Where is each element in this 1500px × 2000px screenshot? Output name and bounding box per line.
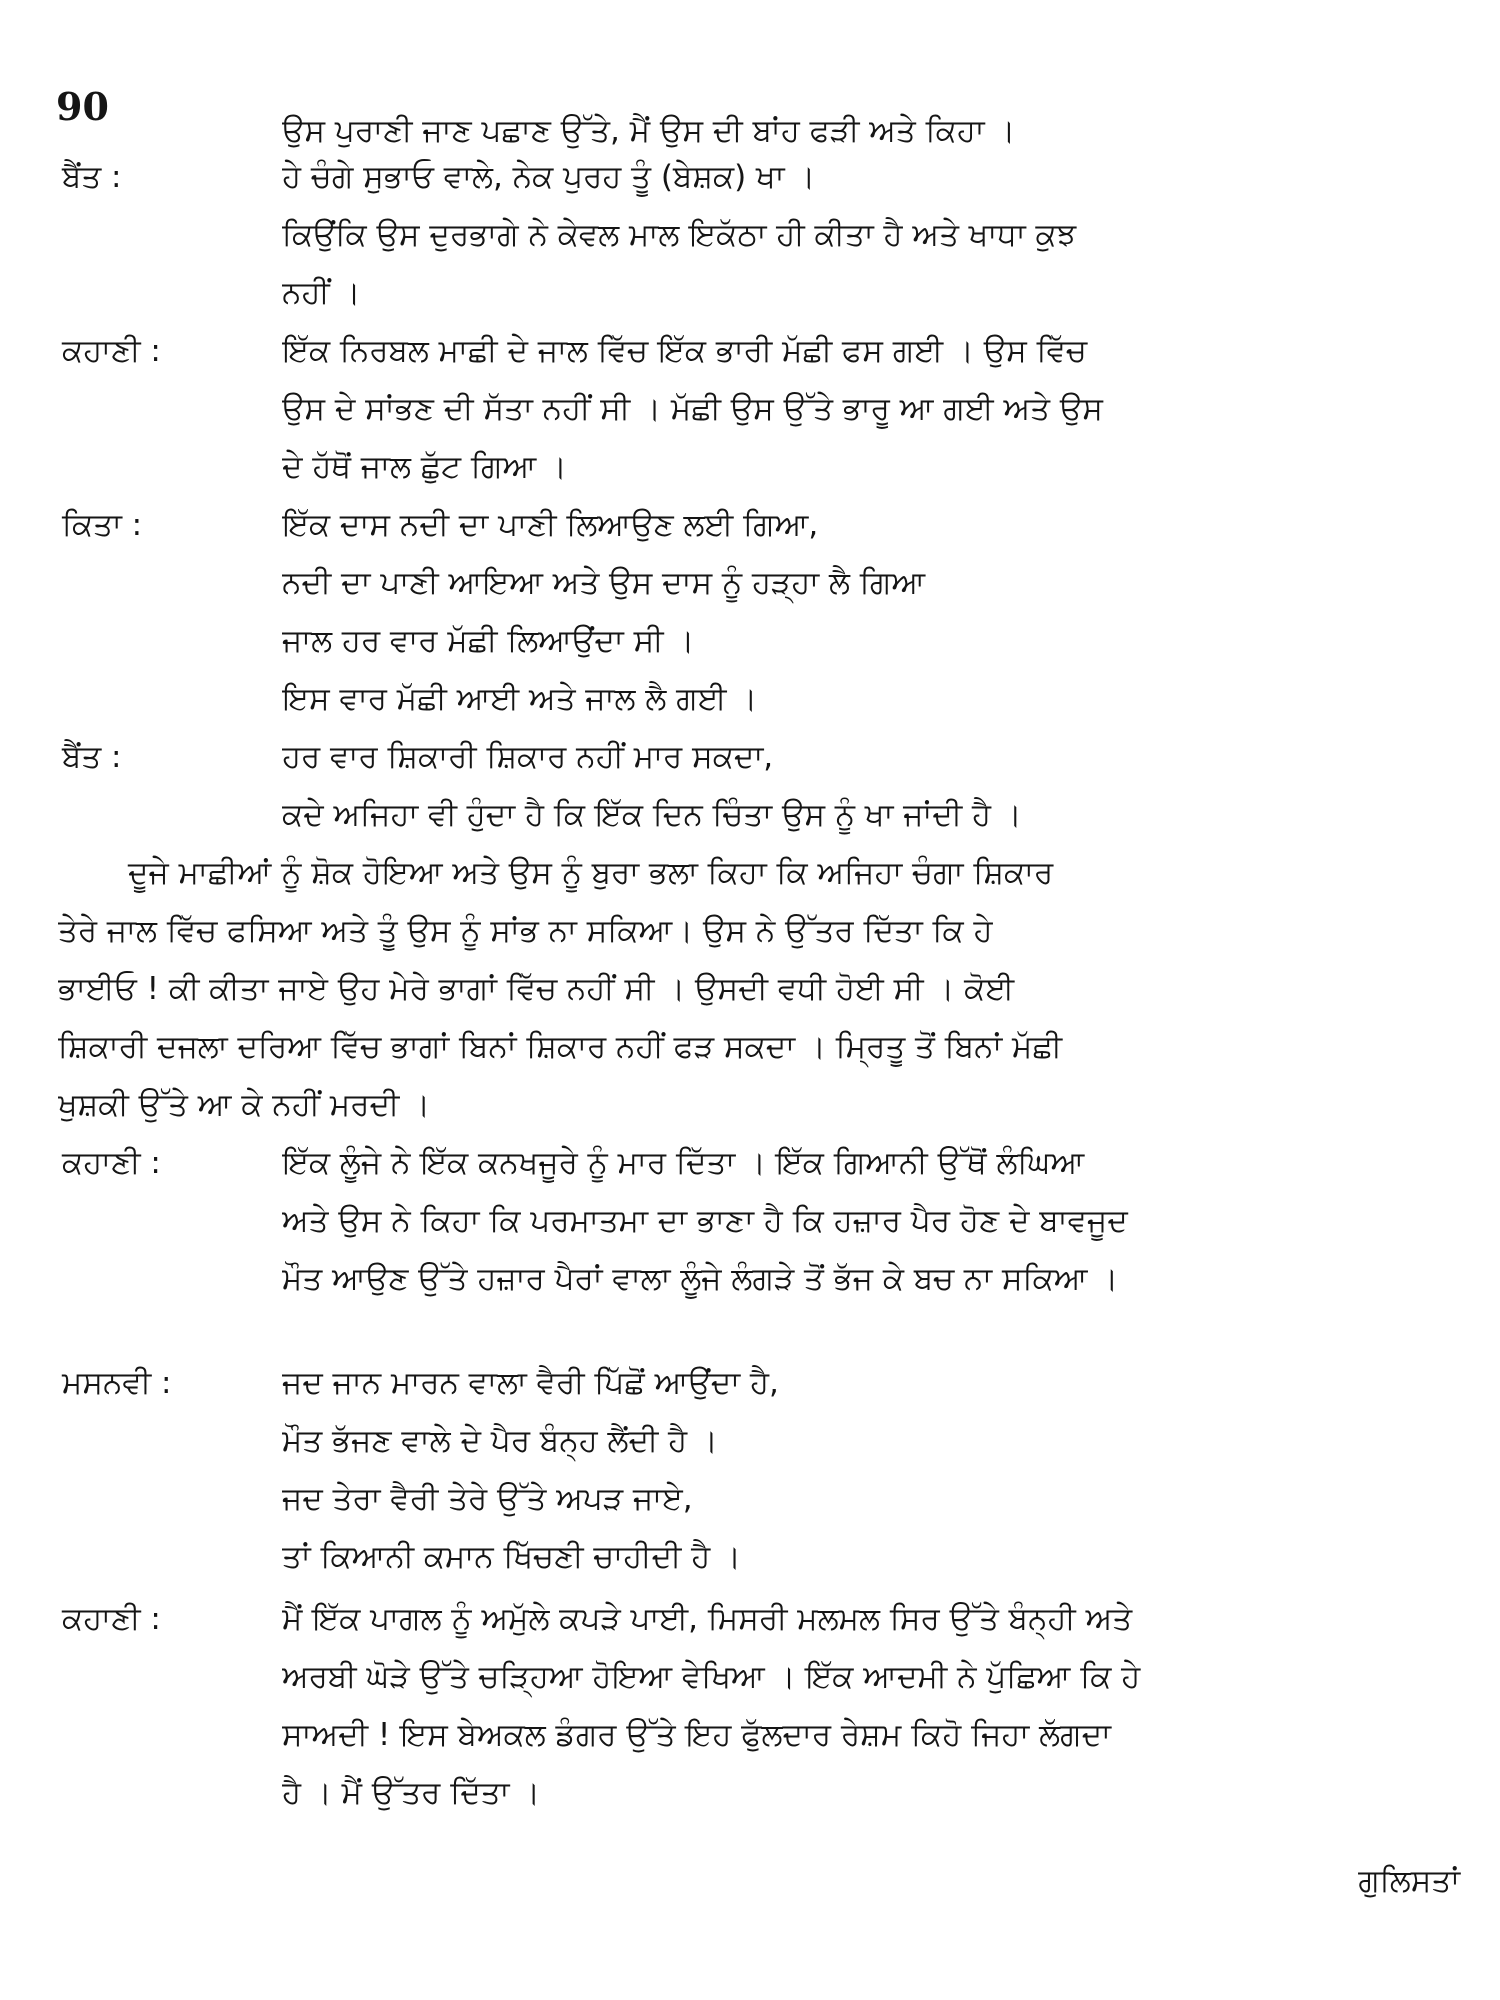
- prose-paragraph: [58, 844, 1462, 1134]
- text-line: ਦੂਜੇ ਮਾਛੀਆਂ ਨੂੰ ਸ਼ੋਕ ਹੋਇਆ ਅਤੇ ਉਸ ਨੂੰ ਬੁਰਾ ਭਲਾ ਕਿਹਾ ਕਿ ਅਜਿਹਾ ਚੰਗਾ ਸ਼ਿਕਾਰ: [128, 855, 1054, 891]
- section-label: ਮਸਨਵੀ :: [62, 1365, 172, 1401]
- text-line: ਮੈਂ ਇੱਕ ਪਾਗਲ ਨੂੰ ਅਮੁੱਲੇ ਕਪੜੇ ਪਾਈ, ਮਿਸਰੀ ਮਲਮਲ ਸਿਰ ਉੱਤੇ ਬੰਨ੍ਹੀ ਅਤੇ: [282, 1601, 1133, 1637]
- section-label: ਕਹਾਣੀ :: [62, 1145, 161, 1181]
- text-line: ਜਦ ਤੇਰਾ ਵੈਰੀ ਤੇਰੇ ਉੱਤੇ ਅਪੜ ਜਾਏ,: [282, 1481, 693, 1517]
- text-line: ਦੇ ਹੱਥੋਂ ਜਾਲ ਛੁੱਟ ਗਿਆ ।: [282, 449, 567, 485]
- text-line: ਸਾਅਦੀ ! ਇਸ ਬੇਅਕਲ ਡੰਗਰ ਉੱਤੇ ਇਹ ਫੁੱਲਦਾਰ ਰੇਸ਼ਮ ਕਿਹੋ ਜਿਹਾ ਲੱਗਦਾ: [282, 1717, 1111, 1753]
- text-line: ਖੁਸ਼ਕੀ ਉੱਤੇ ਆ ਕੇ ਨਹੀਂ ਮਰਦੀ ।: [58, 1087, 431, 1123]
- section-body: [282, 1354, 1462, 1586]
- text-line: ਇਸ ਵਾਰ ਮੱਛੀ ਆਈ ਅਤੇ ਜਾਲ ਲੈ ਗਈ ।: [282, 681, 758, 717]
- text-line: ਮੌਤ ਆਉਣ ਉੱਤੇ ਹਜ਼ਾਰ ਪੈਰਾਂ ਵਾਲਾ ਲੂੰਜੇ ਲੰਗੜੇ ਤੋਂ ਭੱਜ ਕੇ ਬਚ ਨਾ ਸਕਿਆ ।: [282, 1261, 1119, 1297]
- text-line: ਮੌਤ ਭੱਜਣ ਵਾਲੇ ਦੇ ਪੈਰ ਬੰਨ੍ਹ ਲੈਂਦੀ ਹੈ ।: [282, 1423, 718, 1459]
- text-line: ਉਸ ਦੇ ਸਾਂਭਣ ਦੀ ਸੱਤਾ ਨਹੀਂ ਸੀ । ਮੱਛੀ ਉਸ ਉੱਤੇ ਭਾਰੂ ਆ ਗਈ ਅਤੇ ਉਸ: [282, 391, 1103, 427]
- section-body: [282, 728, 1462, 844]
- text-line: ਉਸ ਪੁਰਾਣੀ ਜਾਣ ਪਛਾਣ ਉੱਤੇ, ਮੈਂ ਉਸ ਦੀ ਬਾਂਹ ਫੜੀ ਅਤੇ ਕਿਹਾ ।: [282, 113, 1016, 149]
- text-line: ਜਦ ਜਾਨ ਮਾਰਨ ਵਾਲਾ ਵੈਰੀ ਪਿੱਛੋਂ ਆਉਂਦਾ ਹੈ,: [282, 1365, 779, 1401]
- section-label: ਬੈਂਤ :: [62, 159, 122, 195]
- section-label: ਕਹਾਣੀ :: [62, 333, 161, 369]
- source-signature: ਗੁਲਿਸਤਾਂ: [1358, 1863, 1460, 1899]
- text-line: ਹੇ ਚੰਗੇ ਸੁਭਾਓ ਵਾਲੇ, ਨੇਕ ਪੁਰਹ ਤੂੰ (ਬੇਸ਼ਕ) ਖਾ ।: [282, 159, 816, 195]
- section-label: ਕਹਾਣੀ :: [62, 1601, 161, 1637]
- text-line: ਇੱਕ ਨਿਰਬਲ ਮਾਛੀ ਦੇ ਜਾਲ ਵਿੱਚ ਇੱਕ ਭਾਰੀ ਮੱਛੀ ਫਸ ਗਈ । ਉਸ ਵਿੱਚ: [282, 333, 1087, 369]
- text-line: ਇੱਕ ਲੂੰਜੇ ਨੇ ਇੱਕ ਕਨਖਜੂਰੇ ਨੂੰ ਮਾਰ ਦਿੱਤਾ । ਇੱਕ ਗਿਆਨੀ ਉੱਥੋਂ ਲੰਘਿਆ: [282, 1145, 1085, 1181]
- text-line: ਕਿਉਂਕਿ ਉਸ ਦੁਰਭਾਗੇ ਨੇ ਕੇਵਲ ਮਾਲ ਇਕੱਠਾ ਹੀ ਕੀਤਾ ਹੈ ਅਤੇ ਖਾਧਾ ਕੁਝ: [282, 217, 1077, 253]
- text-line: ਸ਼ਿਕਾਰੀ ਦਜਲਾ ਦਰਿਆ ਵਿੱਚ ਭਾਗਾਂ ਬਿਨਾਂ ਸ਼ਿਕਾਰ ਨਹੀਂ ਫੜ ਸਕਦਾ । ਮ੍ਰਿਤੂ ਤੋਂ ਬਿਨਾਂ ਮੱਛੀ: [58, 1029, 1063, 1065]
- text-line: ਤੇਰੇ ਜਾਲ ਵਿੱਚ ਫਸਿਆ ਅਤੇ ਤੂੰ ਉਸ ਨੂੰ ਸਾਂਭ ਨਾ ਸਕਿਆ। ਉਸ ਨੇ ਉੱਤਰ ਦਿੱਤਾ ਕਿ ਹੇ: [58, 913, 993, 949]
- section-body: [282, 1590, 1462, 1822]
- section-body: [282, 1134, 1462, 1308]
- text-line: ਹੈ । ਮੈਂ ਉੱਤਰ ਦਿੱਤਾ ।: [282, 1775, 541, 1811]
- text-line: ਕਦੇ ਅਜਿਹਾ ਵੀ ਹੁੰਦਾ ਹੈ ਕਿ ਇੱਕ ਦਿਨ ਚਿੰਤਾ ਉਸ ਨੂੰ ਖਾ ਜਾਂਦੀ ਹੈ ।: [282, 797, 1022, 833]
- section-body: [282, 322, 1462, 496]
- section-body: [282, 496, 1462, 728]
- section-body: [282, 148, 1462, 322]
- section-label: ਕਿਤਾ :: [62, 507, 143, 543]
- text-line: ਹਰ ਵਾਰ ਸ਼ਿਕਾਰੀ ਸ਼ਿਕਾਰ ਨਹੀਂ ਮਾਰ ਸਕਦਾ,: [282, 739, 774, 775]
- text-line: ਨਹੀਂ ।: [282, 275, 361, 311]
- section-label: ਬੈਂਤ :: [62, 739, 122, 775]
- text-line: ਇੱਕ ਦਾਸ ਨਦੀ ਦਾ ਪਾਣੀ ਲਿਆਉਣ ਲਈ ਗਿਆ,: [282, 507, 819, 543]
- page-number: 90: [56, 84, 109, 129]
- text-line: ਅਤੇ ਉਸ ਨੇ ਕਿਹਾ ਕਿ ਪਰਮਾਤਮਾ ਦਾ ਭਾਣਾ ਹੈ ਕਿ ਹਜ਼ਾਰ ਪੈਰ ਹੋਣ ਦੇ ਬਾਵਜੂਦ: [282, 1203, 1128, 1239]
- text-line: ਤਾਂ ਕਿਆਨੀ ਕਮਾਨ ਖਿੱਚਣੀ ਚਾਹੀਦੀ ਹੈ ।: [282, 1539, 742, 1575]
- text-line: ਭਾਈਓ ! ਕੀ ਕੀਤਾ ਜਾਏ ਉਹ ਮੇਰੇ ਭਾਗਾਂ ਵਿੱਚ ਨਹੀਂ ਸੀ । ਉਸਦੀ ਵਧੀ ਹੋਈ ਸੀ । ਕੋਈ: [58, 971, 1015, 1007]
- text-line: ਜਾਲ ਹਰ ਵਾਰ ਮੱਛੀ ਲਿਆਉਂਦਾ ਸੀ ।: [282, 623, 695, 659]
- text-line: ਅਰਬੀ ਘੋੜੇ ਉੱਤੇ ਚੜ੍ਹਿਆ ਹੋਇਆ ਵੇਖਿਆ । ਇੱਕ ਆਦਮੀ ਨੇ ਪੁੱਛਿਆ ਕਿ ਹੇ: [282, 1659, 1141, 1695]
- text-line: ਨਦੀ ਦਾ ਪਾਣੀ ਆਇਆ ਅਤੇ ਉਸ ਦਾਸ ਨੂੰ ਹੜ੍ਹਾ ਲੈ ਗਿਆ: [282, 565, 926, 601]
